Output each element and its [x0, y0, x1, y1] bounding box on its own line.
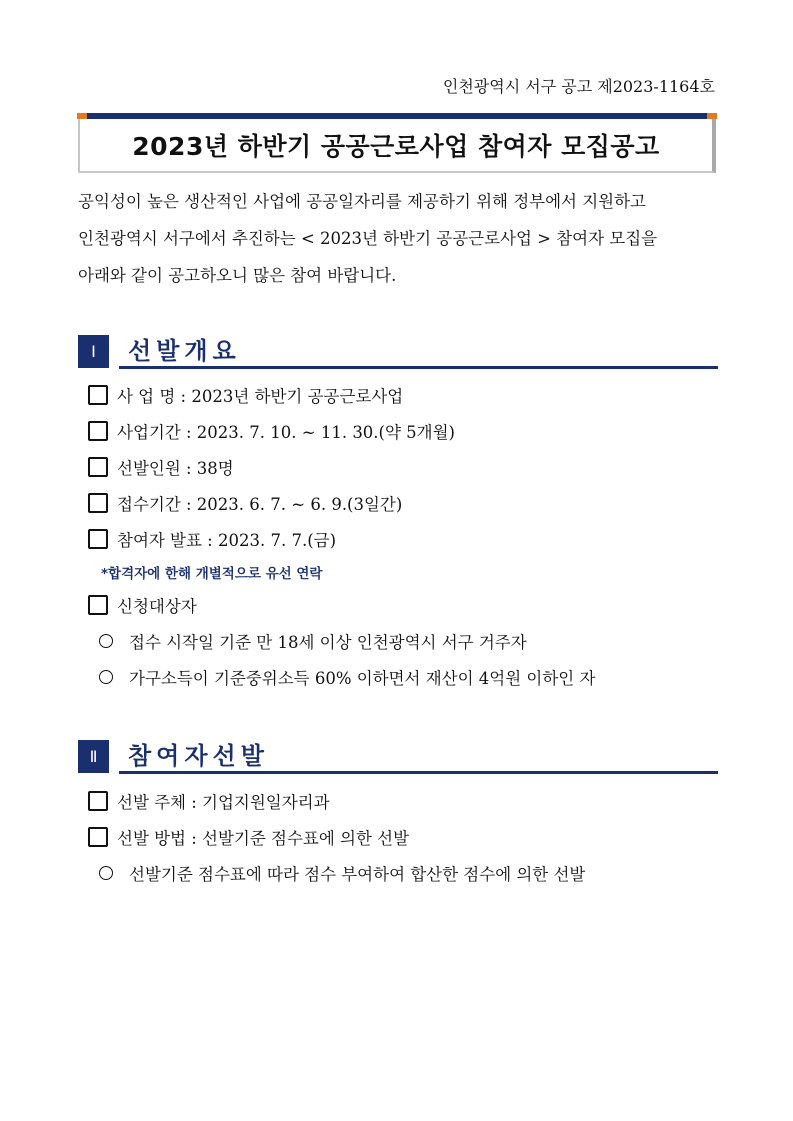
checkbox-icon — [88, 595, 108, 615]
section-1-underline — [119, 366, 718, 369]
section-2-number: Ⅱ — [78, 740, 109, 773]
sub-item-text: 가구소득이 기준중위소득 60% 이하면서 재산이 4억원 이하인 자 — [129, 669, 596, 688]
sub-item-text: 선발기준 점수표에 따라 점수 부여하여 합산한 점수에 의한 선발 — [129, 865, 586, 884]
section-1-header — [78, 335, 718, 369]
section-2-list — [88, 783, 728, 891]
section-2-underline — [119, 771, 718, 774]
sub-item — [88, 659, 728, 695]
intro-line: 아래와 같이 공고하오니 많은 참여 바랍니다. — [78, 266, 397, 285]
item-text: 사업기간 : 2023. 7. 10. ~ 11. 30.(약 5개월) — [117, 423, 455, 442]
intro-paragraph — [78, 183, 718, 294]
checkbox-icon — [88, 791, 108, 811]
list-item — [88, 521, 728, 557]
circle-bullet-icon — [99, 670, 113, 684]
item-text: 사 업 명 : 2023년 하반기 공공근로사업 — [117, 387, 404, 406]
list-item — [88, 819, 728, 855]
list-item — [88, 449, 728, 485]
list-item — [88, 413, 728, 449]
contact-note: *합격자에 한해 개별적으로 유선 연락 — [101, 566, 323, 582]
item-text: 접수기간 : 2023. 6. 7. ~ 6. 9.(3일간) — [117, 495, 403, 514]
section-2-title: 참여자선발 — [128, 742, 269, 770]
list-item — [88, 377, 728, 413]
document-title: 2023년 하반기 공공근로사업 참여자 모집공고 — [132, 132, 660, 161]
intro-line: 인천광역시 서구에서 추진하는 < 2023년 하반기 공공근로사업 > 참여자 모집을 — [78, 229, 658, 248]
item-text: 참여자 발표 : 2023. 7. 7.(금) — [117, 531, 337, 550]
section-2-header — [78, 740, 718, 774]
notice-number: 인천광역시 서구 공고 제2023-1164호 — [442, 77, 715, 96]
section-1-title: 선발개요 — [128, 337, 241, 365]
item-text: 선발 방법 : 선발기준 점수표에 의한 선발 — [117, 829, 410, 848]
checkbox-icon — [88, 529, 108, 549]
item-text: 신청대상자 — [117, 597, 197, 616]
item-text: 선발 주체 : 기업지원일자리과 — [117, 793, 330, 812]
item-text: 선발인원 : 38명 — [117, 459, 234, 478]
section-1-list — [88, 377, 728, 695]
checkbox-icon — [88, 385, 108, 405]
circle-bullet-icon — [99, 866, 113, 880]
sub-item-text: 접수 시작일 기준 만 18세 이상 인천광역시 서구 거주자 — [129, 633, 527, 652]
intro-line: 공익성이 높은 생산적인 사업에 공공일자리를 제공하기 위해 정부에서 지원하고 — [78, 192, 646, 211]
section-1-number: Ⅰ — [78, 335, 109, 368]
list-item — [88, 783, 728, 819]
title-box — [78, 119, 716, 173]
checkbox-icon — [88, 493, 108, 513]
list-item — [88, 485, 728, 521]
sub-item — [88, 855, 728, 891]
list-item — [88, 587, 728, 623]
circle-bullet-icon — [99, 634, 113, 648]
checkbox-icon — [88, 457, 108, 477]
checkbox-icon — [88, 827, 108, 847]
checkbox-icon — [88, 421, 108, 441]
sub-item — [88, 623, 728, 659]
